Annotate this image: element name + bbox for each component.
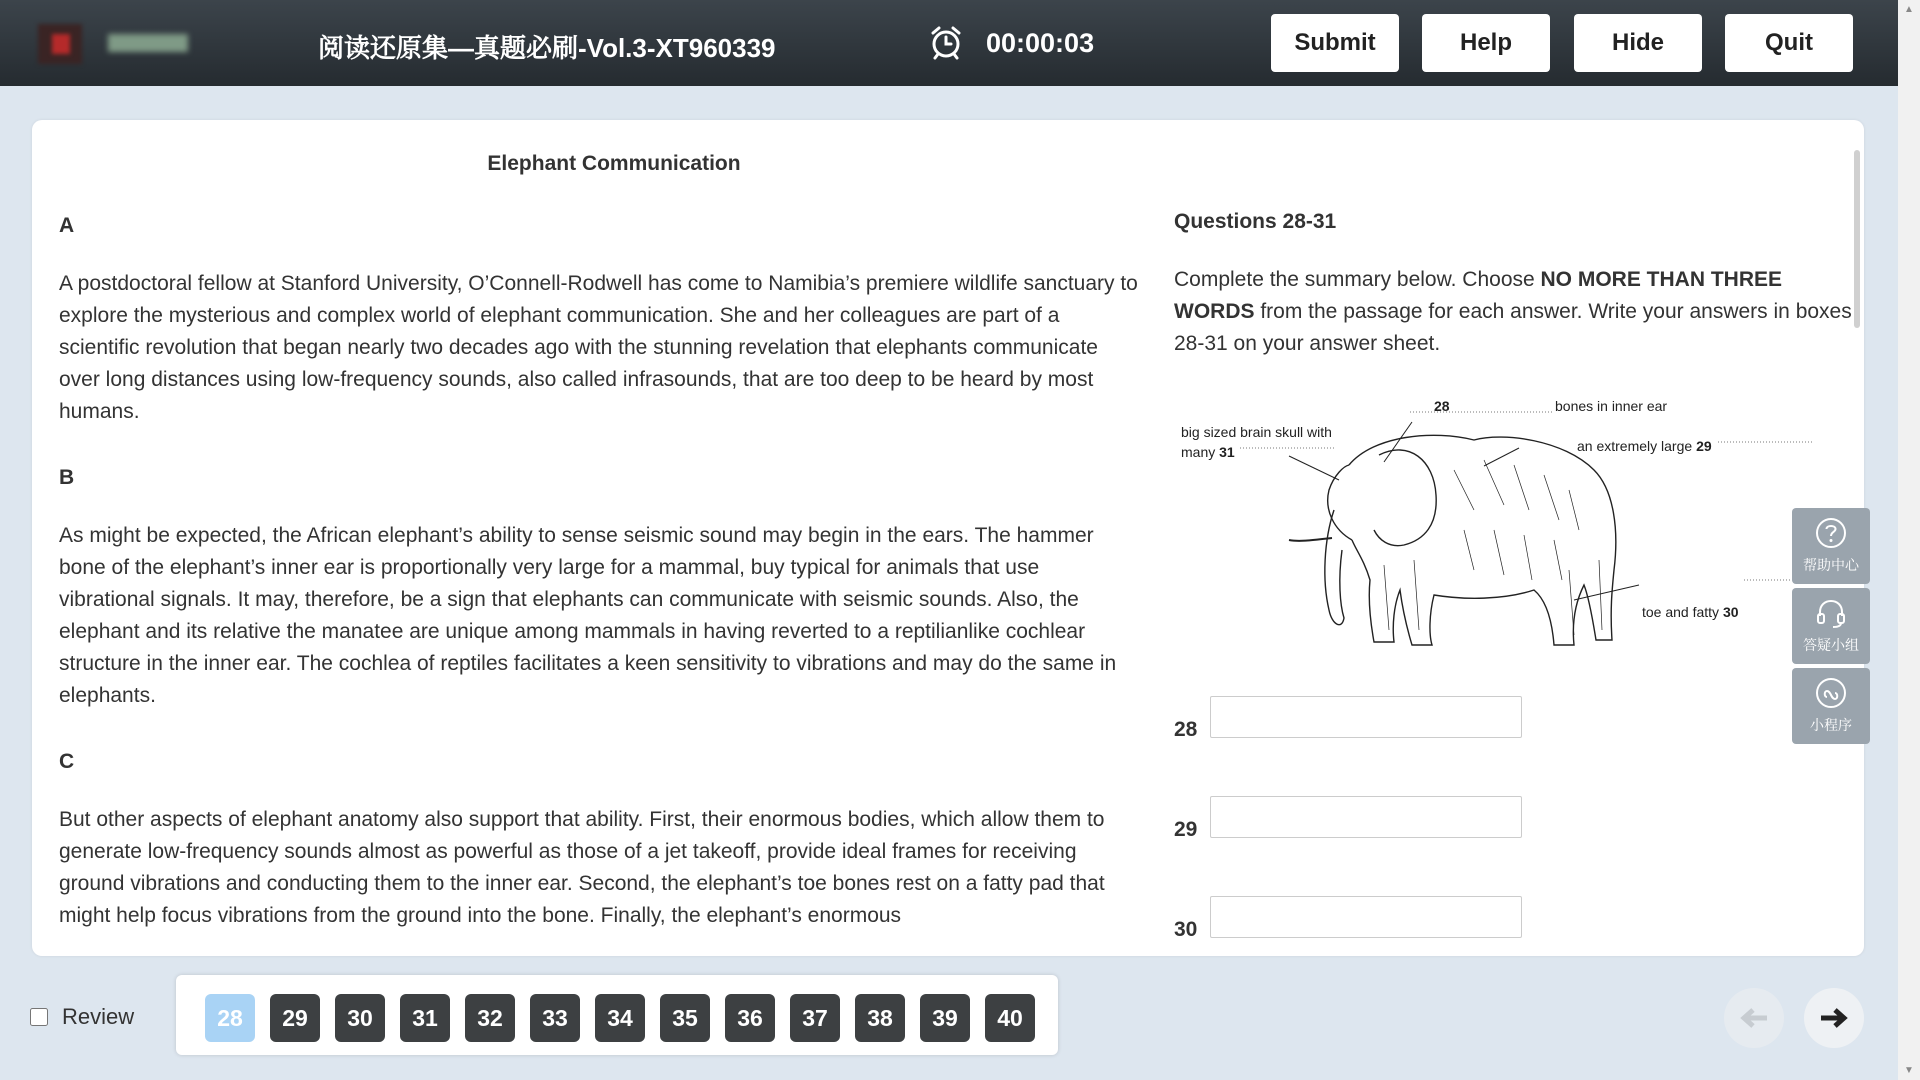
alarm-clock-icon xyxy=(928,24,964,60)
paragraph: A postdoctoral fellow at Stanford University, O’Connell-Rodwell has come to Namibia’s premiere wildlife sanctuary to explore the mysterious and complex world of elephant communication. She and her colleagues are part of a scientific revolution that began nearly two decades ago with the stunning revelation that elephants communicate over long distances using low-frequency sounds, also called infrasounds, that are too deep to be heard by most humans. xyxy=(59,272,1138,423)
next-button[interactable] xyxy=(1804,988,1864,1048)
question-nav-button[interactable]: 30 xyxy=(335,994,385,1042)
quit-button[interactable]: Quit xyxy=(1725,14,1853,72)
help-button[interactable]: Help xyxy=(1422,14,1550,72)
mini-program-button[interactable] xyxy=(1792,668,1870,744)
questions-instruction: Complete the summary below. Choose NO MORE THAN THREE WORDS from the passage for each answer. Write your answers in boxes 28-31 on your answer sheet. xyxy=(1174,268,1852,355)
passage-title: Elephant Communication xyxy=(487,152,741,175)
answer-row xyxy=(1174,796,1854,896)
diagram-label-29: an extremely large 29 xyxy=(1577,438,1712,454)
help-circle-icon xyxy=(1814,516,1848,550)
section-label: B xyxy=(59,466,75,489)
diagram-label-skull: big sized brain skull with xyxy=(1181,424,1332,440)
question-nav-button[interactable]: 39 xyxy=(920,994,970,1042)
section-label: C xyxy=(59,750,75,773)
diagram-label-31: many 31 xyxy=(1181,444,1235,460)
question-nav-button[interactable]: 35 xyxy=(660,994,710,1042)
tool-label: 小程序 xyxy=(1810,717,1852,733)
question-nav-button[interactable]: 37 xyxy=(790,994,840,1042)
hide-button[interactable]: Hide xyxy=(1574,14,1702,72)
question-nav-button[interactable]: 40 xyxy=(985,994,1035,1042)
answer-number: 29 xyxy=(1174,818,1198,841)
question-nav-button[interactable]: 29 xyxy=(270,994,320,1042)
link-icon xyxy=(1814,676,1848,710)
answer-number: 28 xyxy=(1174,718,1198,741)
questions-pane[interactable] xyxy=(1174,130,1854,940)
review-label: Review xyxy=(62,1004,135,1029)
tool-label: 答疑小组 xyxy=(1803,637,1859,653)
scroll-down-icon[interactable]: ▼ xyxy=(1904,1065,1914,1076)
previous-button[interactable] xyxy=(1724,988,1784,1048)
test-title: 阅读还原集—真题必刷-Vol.3-XT960339 xyxy=(318,33,776,63)
timer: 00:00:03 xyxy=(986,28,1095,58)
review-checkbox[interactable] xyxy=(30,1008,48,1026)
diagram-label-30: toe and fatty 30 xyxy=(1642,604,1739,620)
question-navigator xyxy=(176,975,1058,1055)
side-tools xyxy=(1792,508,1870,748)
logo xyxy=(30,16,220,70)
window-scrollbar[interactable] xyxy=(1898,0,1920,1080)
submit-button[interactable]: Submit xyxy=(1271,14,1399,72)
tool-label: 帮助中心 xyxy=(1803,557,1859,573)
paragraph: As might be expected, the African elephant’s ability to sense seismic sound may begin in the ears. The hammer bone of the elephant’s inner ear is proportionally very large for a mammal, buy typical for animals that use vibrational signals. It may, therefore, be a sign that elephants can communicate with seismic sounds. Also, the elephant and its relative the manatee are unique among mammals in having reverted to a reptilianlike cochlear structure in the inner ear. The cochlea of reptiles facilitates a keen sensitivity to vibrations and may do the same in elephants. xyxy=(59,524,1117,707)
question-nav-button[interactable]: 32 xyxy=(465,994,515,1042)
paragraph: But other aspects of elephant anatomy also support that ability. First, their enormous bodies, which allow them to generate low-frequency sounds almost as powerful as those of a jet takeoff, provide ideal frames for receiving ground vibrations and conducting them to the inner ear. Second, the elephant’s toe bones rest on a fatty pad that might help focus vibrations from the ground into the bone. Finally, the elephant’s enormous xyxy=(59,808,1105,927)
help-center-button[interactable] xyxy=(1792,508,1870,584)
arrow-right-icon xyxy=(1819,1008,1849,1028)
question-nav-button[interactable]: 36 xyxy=(725,994,775,1042)
answer-number: 30 xyxy=(1174,918,1198,940)
arrow-left-icon xyxy=(1739,1008,1769,1028)
main-panel xyxy=(32,120,1864,956)
question-nav-button[interactable]: 34 xyxy=(595,994,645,1042)
top-bar xyxy=(0,0,1898,86)
answer-input-29[interactable] xyxy=(1210,796,1522,838)
answer-row xyxy=(1174,896,1854,940)
passage-pane[interactable] xyxy=(59,130,1139,950)
answer-row xyxy=(1174,696,1854,796)
scroll-up-icon[interactable]: ▲ xyxy=(1904,4,1914,15)
diagram-label-bones: bones in inner ear xyxy=(1555,398,1668,414)
panel-scrollbar-thumb[interactable] xyxy=(1854,150,1860,328)
question-nav-button[interactable]: 33 xyxy=(530,994,580,1042)
diagram-label-28: 28 xyxy=(1434,398,1450,414)
answer-input-30[interactable] xyxy=(1210,896,1522,938)
question-nav-button[interactable]: 38 xyxy=(855,994,905,1042)
questions-heading: Questions 28-31 xyxy=(1174,210,1337,233)
headset-icon xyxy=(1814,596,1848,630)
question-nav-button[interactable]: 31 xyxy=(400,994,450,1042)
section-label: A xyxy=(59,214,75,237)
answer-input-28[interactable] xyxy=(1210,696,1522,738)
review-checkbox-group[interactable] xyxy=(30,1004,134,1030)
elephant-diagram xyxy=(1174,390,1846,662)
question-nav-button[interactable]: 28 xyxy=(205,994,255,1042)
qa-group-button[interactable] xyxy=(1792,588,1870,664)
